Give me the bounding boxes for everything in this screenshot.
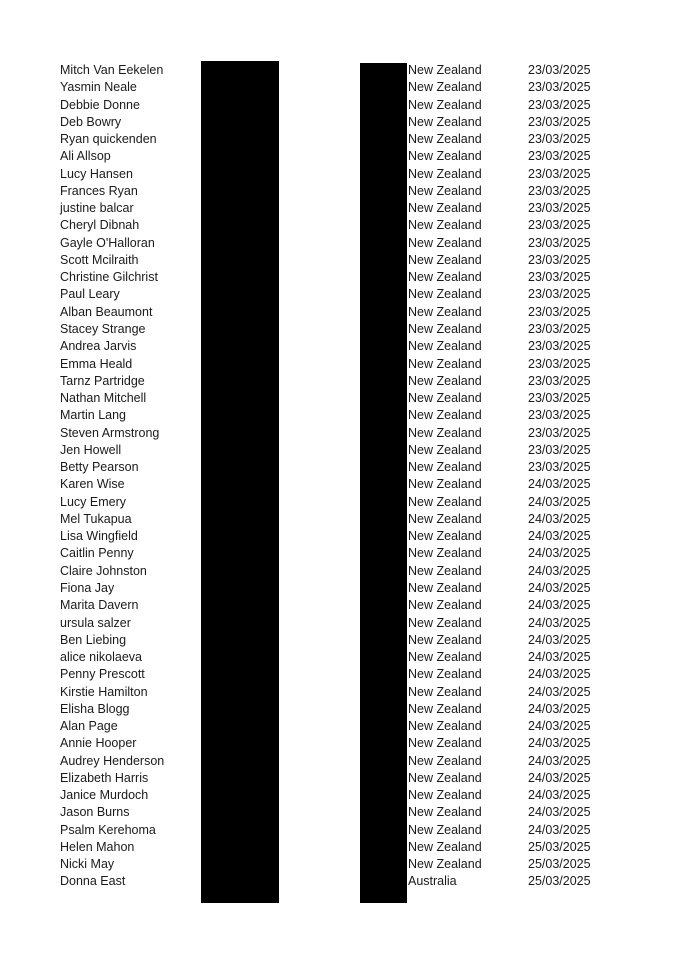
country-cell: New Zealand	[408, 477, 482, 492]
table-row	[0, 839, 675, 856]
name-cell: Alan Page	[60, 719, 118, 734]
date-cell: 23/03/2025	[528, 321, 591, 336]
table-row	[0, 407, 675, 424]
date-cell: 24/03/2025	[528, 684, 591, 699]
date-cell: 24/03/2025	[528, 477, 591, 492]
table-row	[0, 494, 675, 511]
table-row	[0, 804, 675, 821]
country-cell: New Zealand	[408, 805, 482, 820]
country-cell: New Zealand	[408, 701, 482, 716]
name-cell: Nicki May	[60, 857, 115, 872]
table-row	[0, 735, 675, 752]
name-cell: Ali Allsop	[60, 149, 111, 164]
country-cell: New Zealand	[408, 252, 482, 267]
table-row	[0, 684, 675, 701]
date-cell: 23/03/2025	[528, 270, 591, 285]
name-cell: alice nikolaeva	[60, 650, 142, 665]
table-row	[0, 442, 675, 459]
table-row	[0, 753, 675, 770]
table-row	[0, 321, 675, 338]
name-cell: Cheryl Dibnah	[60, 218, 140, 233]
country-cell: New Zealand	[408, 736, 482, 751]
country-cell: New Zealand	[408, 667, 482, 682]
table-row	[0, 183, 675, 200]
date-cell: 23/03/2025	[528, 63, 591, 77]
date-cell: 23/03/2025	[528, 425, 591, 440]
date-cell: 23/03/2025	[528, 460, 591, 475]
date-cell: 23/03/2025	[528, 235, 591, 250]
name-cell: Kirstie Hamilton	[60, 684, 148, 699]
date-cell: 24/03/2025	[528, 546, 591, 561]
date-cell: 23/03/2025	[528, 304, 591, 319]
name-cell: Scott Mcilraith	[60, 252, 139, 267]
table-row	[0, 304, 675, 321]
date-cell: 24/03/2025	[528, 598, 591, 613]
table-row	[0, 718, 675, 735]
table-row	[0, 79, 675, 96]
name-cell: Ryan quickenden	[60, 132, 157, 147]
country-cell: New Zealand	[408, 632, 482, 647]
table-row	[0, 787, 675, 804]
date-cell: 24/03/2025	[528, 667, 591, 682]
date-cell: 24/03/2025	[528, 632, 591, 647]
date-cell: 25/03/2025	[528, 857, 591, 872]
date-cell: 24/03/2025	[528, 822, 591, 837]
country-cell: New Zealand	[408, 270, 482, 285]
name-cell: Nathan Mitchell	[60, 391, 147, 406]
country-cell: New Zealand	[408, 183, 482, 198]
date-cell: 24/03/2025	[528, 719, 591, 734]
name-cell: Gayle O'Halloran	[60, 235, 155, 250]
name-cell: Lucy Hansen	[60, 166, 133, 181]
country-cell: New Zealand	[408, 235, 482, 250]
name-cell: Lisa Wingfield	[60, 529, 138, 544]
country-cell: New Zealand	[408, 356, 482, 371]
country-cell: New Zealand	[408, 839, 482, 854]
table-row	[0, 235, 675, 252]
country-cell: New Zealand	[408, 753, 482, 768]
name-cell: Lucy Emery	[60, 494, 126, 509]
name-cell: Donna East	[60, 874, 126, 889]
table-row	[0, 511, 675, 528]
name-cell: justine balcar	[60, 201, 134, 216]
country-cell: New Zealand	[408, 304, 482, 319]
country-cell: New Zealand	[408, 218, 482, 233]
table-row	[0, 286, 675, 303]
name-cell: Audrey Henderson	[60, 753, 165, 768]
country-cell: New Zealand	[408, 615, 482, 630]
date-cell: 23/03/2025	[528, 201, 591, 216]
table-row	[0, 873, 675, 890]
date-cell: 23/03/2025	[528, 218, 591, 233]
table-row	[0, 597, 675, 614]
country-cell: New Zealand	[408, 373, 482, 388]
name-cell: Betty Pearson	[60, 460, 139, 475]
name-cell: Christine Gilchrist	[60, 270, 158, 285]
table-row	[0, 563, 675, 580]
date-cell: 25/03/2025	[528, 839, 591, 854]
table-row	[0, 97, 675, 114]
name-cell: Marita Davern	[60, 598, 139, 613]
date-cell: 24/03/2025	[528, 736, 591, 751]
table-row	[0, 62, 675, 79]
name-cell: Annie Hooper	[60, 736, 137, 751]
country-cell: New Zealand	[408, 563, 482, 578]
date-cell: 24/03/2025	[528, 788, 591, 803]
country-cell: New Zealand	[408, 97, 482, 112]
table-row	[0, 701, 675, 718]
table-row	[0, 580, 675, 597]
name-cell: Ben Liebing	[60, 632, 127, 647]
name-cell: ursula salzer	[60, 615, 131, 630]
table-row	[0, 649, 675, 666]
table-row	[0, 131, 675, 148]
name-cell: Stacey Strange	[60, 321, 146, 336]
name-cell: Paul Leary	[60, 287, 120, 302]
table-row	[0, 459, 675, 476]
date-cell: 24/03/2025	[528, 563, 591, 578]
date-cell: 23/03/2025	[528, 80, 591, 95]
country-cell: New Zealand	[408, 494, 482, 509]
name-cell: Penny Prescott	[60, 667, 145, 682]
country-cell: Australia	[408, 874, 457, 889]
country-cell: New Zealand	[408, 63, 482, 77]
name-cell: Janice Murdoch	[60, 788, 149, 803]
table-row	[0, 114, 675, 131]
date-cell: 23/03/2025	[528, 132, 591, 147]
country-cell: New Zealand	[408, 460, 482, 475]
country-cell: New Zealand	[408, 511, 482, 526]
name-cell: Emma Heald	[60, 356, 133, 371]
table-row	[0, 200, 675, 217]
name-cell: Mel Tukapua	[60, 511, 132, 526]
country-cell: New Zealand	[408, 132, 482, 147]
country-cell: New Zealand	[408, 650, 482, 665]
country-cell: New Zealand	[408, 149, 482, 164]
table-row	[0, 528, 675, 545]
date-cell: 24/03/2025	[528, 805, 591, 820]
country-cell: New Zealand	[408, 391, 482, 406]
date-cell: 23/03/2025	[528, 373, 591, 388]
country-cell: New Zealand	[408, 770, 482, 785]
date-cell: 23/03/2025	[528, 391, 591, 406]
table-row	[0, 338, 675, 355]
table-row	[0, 356, 675, 373]
country-cell: New Zealand	[408, 598, 482, 613]
date-cell: 23/03/2025	[528, 339, 591, 354]
date-cell: 23/03/2025	[528, 97, 591, 112]
date-cell: 24/03/2025	[528, 494, 591, 509]
country-cell: New Zealand	[408, 788, 482, 803]
data-rows	[0, 62, 675, 891]
date-cell: 24/03/2025	[528, 580, 591, 595]
country-cell: New Zealand	[408, 114, 482, 129]
date-cell: 23/03/2025	[528, 166, 591, 181]
table-row	[0, 632, 675, 649]
table-row	[0, 770, 675, 787]
country-cell: New Zealand	[408, 580, 482, 595]
date-cell: 24/03/2025	[528, 770, 591, 785]
table-row	[0, 269, 675, 286]
country-cell: New Zealand	[408, 80, 482, 95]
country-cell: New Zealand	[408, 339, 482, 354]
country-cell: New Zealand	[408, 287, 482, 302]
name-cell: Claire Johnston	[60, 563, 147, 578]
date-cell: 24/03/2025	[528, 511, 591, 526]
name-cell: Frances Ryan	[60, 183, 138, 198]
country-cell: New Zealand	[408, 442, 482, 457]
name-cell: Jason Burns	[60, 805, 130, 820]
table-row	[0, 373, 675, 390]
name-cell: Debbie Donne	[60, 97, 140, 112]
country-cell: New Zealand	[408, 857, 482, 872]
name-cell: Jen Howell	[60, 442, 122, 457]
table-row	[0, 217, 675, 234]
date-cell: 23/03/2025	[528, 114, 591, 129]
date-cell: 24/03/2025	[528, 701, 591, 716]
country-cell: New Zealand	[408, 408, 482, 423]
date-cell: 23/03/2025	[528, 356, 591, 371]
table-row	[0, 390, 675, 407]
country-cell: New Zealand	[408, 822, 482, 837]
name-cell: Steven Armstrong	[60, 425, 160, 440]
country-cell: New Zealand	[408, 546, 482, 561]
date-cell: 23/03/2025	[528, 408, 591, 423]
table-row	[0, 166, 675, 183]
name-cell: Deb Bowry	[60, 114, 122, 129]
table-row	[0, 856, 675, 873]
table-row	[0, 252, 675, 269]
date-cell: 23/03/2025	[528, 442, 591, 457]
name-cell: Yasmin Neale	[60, 80, 137, 95]
name-cell: Andrea Jarvis	[60, 339, 137, 354]
country-cell: New Zealand	[408, 719, 482, 734]
name-cell: Martin Lang	[60, 408, 127, 423]
name-cell: Fiona Jay	[60, 580, 115, 595]
name-cell: Alban Beaumont	[60, 304, 153, 319]
country-cell: New Zealand	[408, 529, 482, 544]
country-cell: New Zealand	[408, 425, 482, 440]
table-row	[0, 545, 675, 562]
date-cell: 25/03/2025	[528, 874, 591, 889]
date-cell: 24/03/2025	[528, 753, 591, 768]
table-row	[0, 476, 675, 493]
name-cell: Tarnz Partridge	[60, 373, 145, 388]
name-cell: Helen Mahon	[60, 839, 135, 854]
name-cell: Elizabeth Harris	[60, 770, 149, 785]
table-row	[0, 822, 675, 839]
date-cell: 23/03/2025	[528, 149, 591, 164]
table-row	[0, 666, 675, 683]
date-cell: 24/03/2025	[528, 650, 591, 665]
country-cell: New Zealand	[408, 201, 482, 216]
name-cell: Caitlin Penny	[60, 546, 134, 561]
country-cell: New Zealand	[408, 684, 482, 699]
name-cell: Elisha Blogg	[60, 701, 130, 716]
name-cell: Psalm Kerehoma	[60, 822, 156, 837]
date-cell: 23/03/2025	[528, 252, 591, 267]
name-cell: Karen Wise	[60, 477, 125, 492]
country-cell: New Zealand	[408, 166, 482, 181]
date-cell: 24/03/2025	[528, 615, 591, 630]
date-cell: 24/03/2025	[528, 529, 591, 544]
name-cell: Mitch Van Eekelen	[60, 63, 164, 77]
date-cell: 23/03/2025	[528, 183, 591, 198]
country-cell: New Zealand	[408, 321, 482, 336]
table-row	[0, 148, 675, 165]
date-cell: 23/03/2025	[528, 287, 591, 302]
table-row	[0, 615, 675, 632]
table-row	[0, 425, 675, 442]
